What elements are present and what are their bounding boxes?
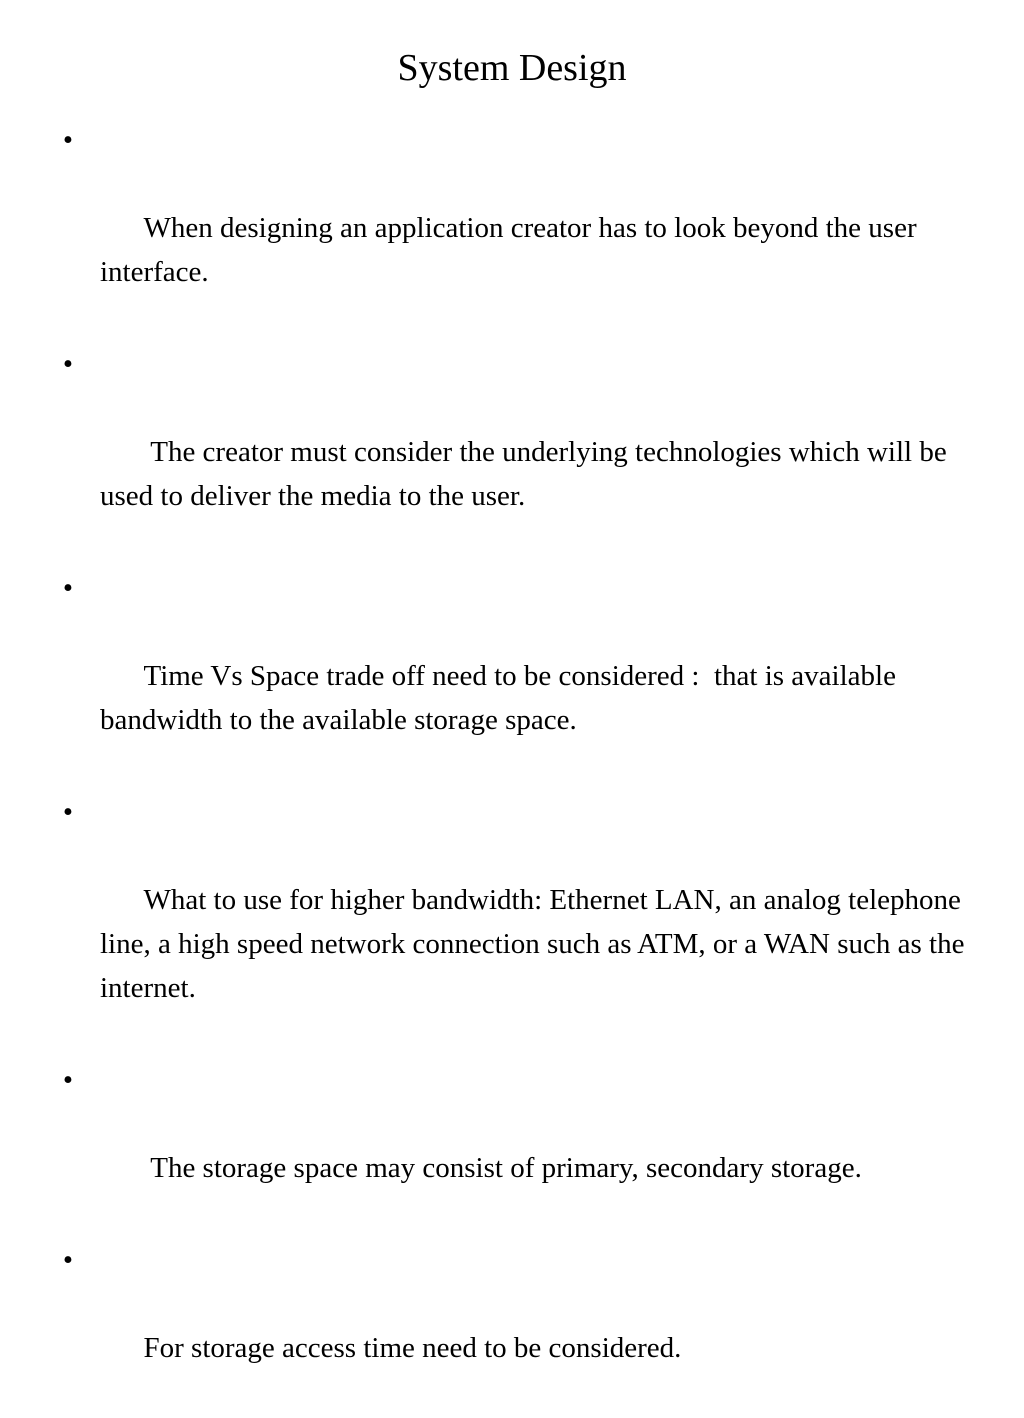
bullet-item <box>56 1238 976 1414</box>
bullet-text: The storage space may consist of primary, secondary storage. <box>143 1152 862 1184</box>
slide-title: System Design <box>397 47 627 89</box>
bullet-text: When designing an application creator has to look beyond the user interface. <box>100 212 924 288</box>
bullet-item <box>56 118 976 338</box>
bullet-text: What to use for higher bandwidth: Ethernet LAN, an analog telephone line, a high speed network connection such as ATM, or a WAN such as the internet. <box>100 884 972 1004</box>
bullet-icon: • <box>62 1064 74 1096</box>
bullet-text: For storage access time need to be considered. <box>143 1332 682 1364</box>
bullet-item <box>56 790 976 1054</box>
bullet-icon: • <box>62 124 74 156</box>
bullet-text: The creator must consider the underlying technologies which will be used to deliver the media to the user. <box>100 436 954 512</box>
bullet-icon: • <box>62 348 74 380</box>
bullet-item <box>56 342 976 562</box>
bullet-icon: • <box>62 796 74 828</box>
bullet-icon: • <box>62 1244 74 1276</box>
bullet-list <box>56 118 976 1418</box>
bullet-icon: • <box>62 572 74 604</box>
bullet-item <box>56 566 976 786</box>
bullet-item <box>56 1058 976 1234</box>
bullet-text: Time Vs Space trade off need to be considered : that is available bandwidth to the available storage space. <box>100 660 904 736</box>
